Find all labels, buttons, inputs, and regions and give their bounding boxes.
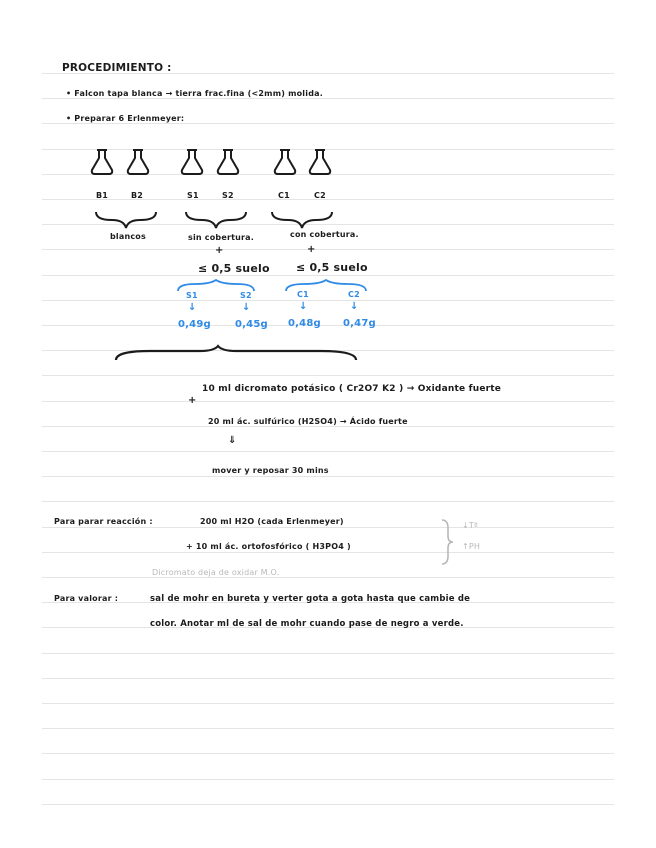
ruled-line xyxy=(42,451,614,452)
erlenmeyer-flask-icon xyxy=(310,150,330,174)
titrate-line-1: sal de mohr en bureta y verter gota a gota hasta que cambie de xyxy=(150,594,471,604)
ruled-line xyxy=(42,300,614,301)
ruled-line xyxy=(42,678,614,679)
mass-value: 0,49g xyxy=(178,319,211,330)
stop-reaction-label: Para parar reacción : xyxy=(54,517,153,526)
double-arrow-down-icon: ⇓ xyxy=(228,435,237,446)
ruled-line xyxy=(42,653,614,654)
ruled-line xyxy=(42,476,614,477)
arrow-down-icon: ↓ xyxy=(188,302,197,313)
ruled-line xyxy=(42,401,614,402)
ruled-line xyxy=(42,275,614,276)
arrow-down-icon: ↓ xyxy=(242,302,251,313)
soil-amount: ≤ 0,5 suelo xyxy=(296,261,368,274)
flask-label: B2 xyxy=(131,191,144,200)
erlenmeyer-flask-icon xyxy=(218,150,238,174)
plus-sign: + xyxy=(215,245,224,256)
mix-instruction: mover y reposar 30 mins xyxy=(212,466,329,475)
titrate-line-2: color. Anotar ml de sal de mohr cuando pase de negro a verde. xyxy=(150,619,464,629)
erlenmeyer-flask-icon xyxy=(92,150,112,174)
dichromate-note: Dicromato deja de oxidar M.O. xyxy=(152,568,280,577)
erlenmeyer-flask-icon xyxy=(128,150,148,174)
ruled-line xyxy=(42,728,614,729)
arrow-down-icon: ↓ xyxy=(299,301,308,312)
stop-reaction-water: 200 ml H2O (cada Erlenmeyer) xyxy=(200,517,344,526)
mass-value: 0,45g xyxy=(235,319,268,330)
erlenmeyer-flask-icon xyxy=(182,150,202,174)
large-brace xyxy=(0,346,656,376)
ruled-line xyxy=(42,779,614,780)
section-heading: PROCEDIMIENTO : xyxy=(62,62,172,74)
ruled-line xyxy=(42,123,614,124)
reagent-sulfuric: 20 ml ác. sulfúrico (H2SO4) → Ácido fuerte xyxy=(208,417,408,426)
ruled-line xyxy=(42,577,614,578)
soil-amount: ≤ 0,5 suelo xyxy=(198,262,270,275)
titrate-label: Para valorar : xyxy=(54,594,119,603)
effect-temperature: ↓Tª xyxy=(462,521,478,530)
ruled-line xyxy=(42,501,614,502)
bullet-prepare: • Preparar 6 Erlenmeyer: xyxy=(66,114,185,123)
blue-label: C2 xyxy=(348,290,360,299)
arrow-down-icon: ↓ xyxy=(350,301,359,312)
group-label-blancos: blancos xyxy=(110,232,146,241)
plus-sign: + xyxy=(188,395,197,406)
group-label-sin-cobertura: sin cobertura. xyxy=(188,233,255,242)
group-label-con-cobertura: con cobertura. xyxy=(290,230,359,239)
erlenmeyer-flask-icon xyxy=(275,150,295,174)
effect-brace xyxy=(440,518,460,568)
bullet-falcon: • Falcon tapa blanca → tierra frac.fina (<2mm) molida. xyxy=(66,89,323,98)
effect-ph: ↑PH xyxy=(462,542,481,551)
stop-reaction-phosphoric: + 10 ml ác. ortofosfórico ( H3PO4 ) xyxy=(186,542,351,551)
ruled-line xyxy=(42,426,614,427)
flask-label: C2 xyxy=(314,191,326,200)
ruled-line xyxy=(42,552,614,553)
ruled-line xyxy=(42,325,614,326)
ruled-line xyxy=(42,804,614,805)
ruled-line xyxy=(42,753,614,754)
mass-value: 0,48g xyxy=(288,318,321,329)
blue-label: C1 xyxy=(297,290,309,299)
ruled-line xyxy=(42,98,614,99)
flask-label: S1 xyxy=(187,191,199,200)
flask-label: S2 xyxy=(222,191,234,200)
flask-label: C1 xyxy=(278,191,290,200)
ruled-line xyxy=(42,703,614,704)
mass-value: 0,47g xyxy=(343,318,376,329)
blue-label: S1 xyxy=(186,291,198,300)
reagent-dichromate: 10 ml dicromato potásico ( Cr2O7 K2 ) → Oxidante fuerte xyxy=(202,384,502,394)
plus-sign: + xyxy=(307,244,316,255)
blue-braces xyxy=(0,279,656,299)
ruled-line xyxy=(42,527,614,528)
blue-label: S2 xyxy=(240,291,252,300)
ruled-line xyxy=(42,249,614,250)
flask-label: B1 xyxy=(96,191,109,200)
